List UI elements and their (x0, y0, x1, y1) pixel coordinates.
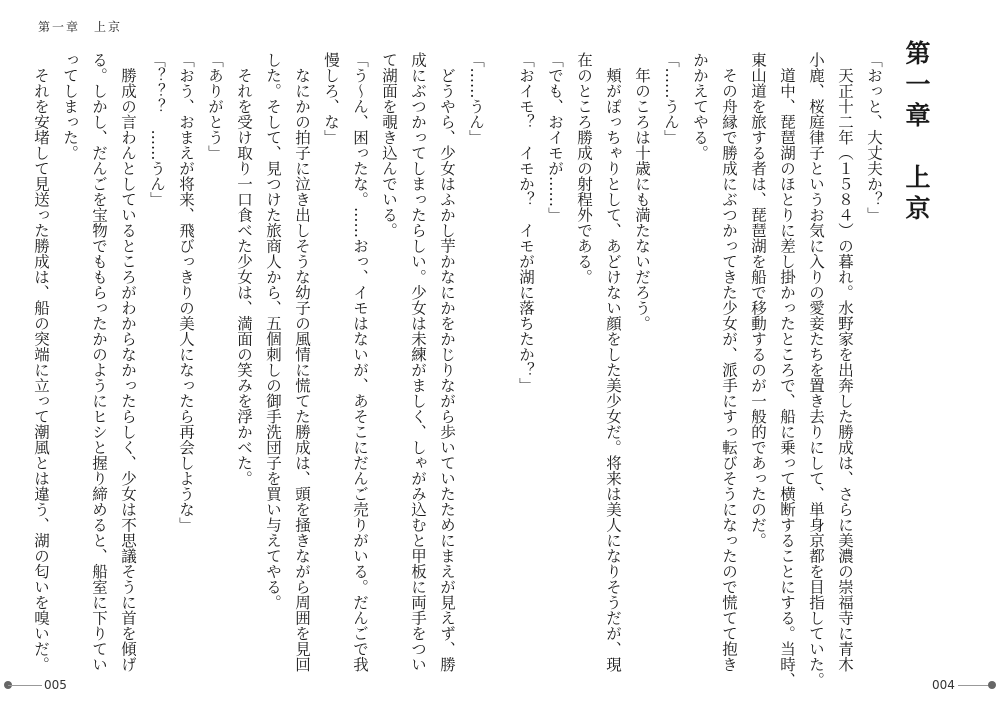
text-line: その舟縁で勝成にぶつかってきた少女が、派手にすっ転びそうになったので慌てて抱き (720, 52, 738, 672)
text-line: 成にぶつかってしまったらしい。少女は未練がましく、しゃがみ込むと甲板に両手をつい (409, 52, 427, 672)
text-line: 年のころは十歳にも満たないだろう。 (633, 52, 651, 331)
page-number-right: 004 (932, 678, 955, 692)
text-line: 「ありがとう」 (206, 52, 224, 161)
text-line: 東山道を旅する者は、琵琶湖を船で移動するのが一般的であったのだ。 (749, 52, 767, 548)
text-line: ってしまった。 (61, 52, 79, 161)
text-line: 「おっと、大丈夫か？」 (865, 52, 883, 223)
chapter-title: 第一章 上京 (902, 40, 931, 226)
text-line: 在のところ勝成の射程外である。 (575, 52, 593, 285)
text-line: 勝成の言わんとしているところがわからなかったらしく、少女は不思議そうに首を傾げ (119, 52, 137, 672)
text-line: る。しかし、だんごを宝物でももらったかのようにヒシと握り締めると、船室に下りてい (90, 52, 108, 672)
text-line: 天正十二年（１５８４）の暮れ。水野家を出奔した勝成は、さらに美濃の崇福寺に青木 (836, 52, 854, 672)
text-line: 「……うん」 (467, 52, 485, 145)
right-page-text (517, 52, 888, 688)
text-line: 「……うん」 (662, 52, 680, 145)
text-line: 道中、琵琶湖のほとりに差し掛かったところで、船に乗って横断することにする。当時、 (778, 52, 796, 688)
text-line: それを安堵して見送った勝成は、船の突端に立って潮風とは違う、湖の匂いを嗅いだ。 (32, 52, 50, 672)
text-line: 慢しろ、な」 (322, 52, 340, 145)
text-line: 小鹿、桜庭律子というお気に入りの愛妾たちを置き去りにして、単身京都を目指していた。 (807, 52, 825, 688)
text-line: どうやら、少女はふかし芋かなにかをかじりながら歩いていたためにまえが見えず、勝 (438, 52, 456, 672)
text-line: て湖面を覗き込んでいる。 (380, 52, 398, 238)
text-line: 「でも、おイモが……」 (546, 52, 564, 223)
folio-rule-right (958, 685, 992, 686)
text-line: 「おイモ？ イモか？ イモが湖に落ちたか？」 (517, 52, 535, 393)
text-line: それを受け取り一口食べた少女は、満面の笑みを浮かべた。 (235, 52, 253, 486)
running-head: 第一章 上京 (38, 20, 123, 34)
text-line: なにかの拍子に泣き出しそうな幼子の風情に慌てた勝成は、頭を掻きながら周囲を見回 (293, 52, 311, 672)
folio-dot-right (988, 681, 996, 689)
text-line: かかえてやる。 (691, 52, 709, 161)
text-line: 頬がぽっちゃりとして、あどけない顔をした美少女だ。将来は美人になりそうだが、現 (604, 52, 622, 672)
text-line: 「う〜ん、困ったな。……おっ、イモはないが、あそこにだんご売りがいる。だんごで我 (351, 52, 369, 672)
page-number-left: 005 (44, 678, 67, 692)
left-page-text (30, 52, 490, 672)
text-line: した。そして、見つけた旅商人から、五個刺しの御手洗団子を買い与えてやる。 (264, 52, 282, 610)
text-line: 「おう、おまえが将来、飛びっきりの美人になったら再会しような」 (177, 52, 195, 533)
text-line: 「？？？ ……うん」 (148, 52, 166, 207)
folio-rule-left (8, 685, 42, 686)
